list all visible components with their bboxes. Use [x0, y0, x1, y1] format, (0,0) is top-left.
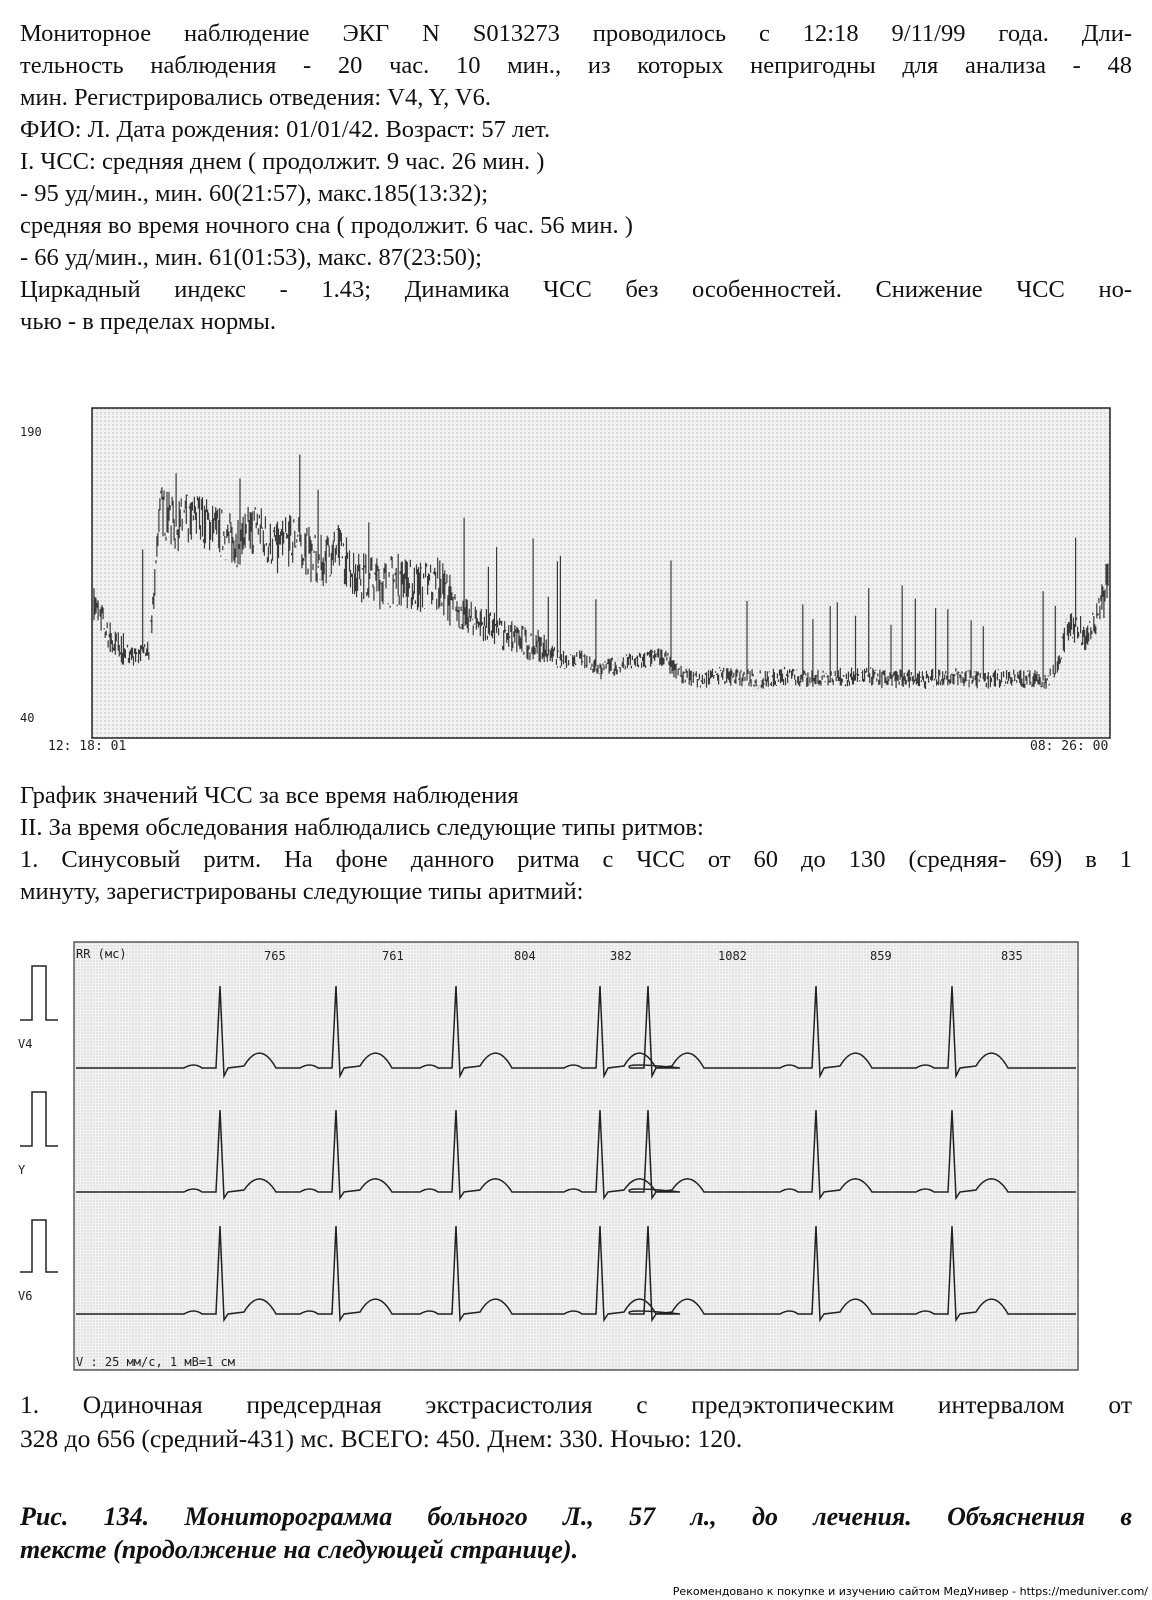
heart-rate-trend-chart — [0, 400, 1152, 760]
intro-line: средняя во время ночного сна ( продолжит. 6 час. 56 мин. ) — [20, 212, 633, 239]
intro-line: Циркадный индекс - 1.43; Динамика ЧСС без особенностей. Снижение ЧСС но- — [20, 276, 1132, 303]
lead-label-y: Y — [18, 1163, 26, 1177]
calibration-pulse — [20, 1220, 58, 1272]
rhythm-line: II. За время обследования наблюдались следующие типы ритмов: — [20, 814, 704, 841]
ecg-plot-area — [74, 942, 1078, 1370]
rr-value: 761 — [382, 949, 404, 963]
rr-value: 859 — [870, 949, 892, 963]
intro-line: мин. Регистрировались отведения: V4, Y, V6. — [20, 84, 491, 111]
note-line: 1. Одиночная предсердная экстрасистолия с предэктопическим интервалом от — [20, 1390, 1132, 1419]
rhythm-line: 1. Синусовый ритм. На фоне данного ритма с ЧСС от 60 до 130 (средняя- 69) в 1 — [20, 846, 1132, 873]
rr-value: 804 — [514, 949, 536, 963]
y-max-tick-label: 190 — [20, 425, 42, 439]
x-start-tick-label: 12: 18: 01 — [48, 739, 127, 754]
intro-line: - 66 уд/мин., мин. 61(01:53), макс. 87(23:50); — [20, 244, 482, 271]
calibration-pulses — [20, 966, 58, 1272]
trend-plot-area — [92, 408, 1110, 738]
rr-value: 382 — [610, 949, 632, 963]
ecg-strip — [0, 930, 1152, 1380]
rhythm-line: минуту, зарегистрированы следующие типы аритмий: — [20, 878, 584, 905]
rhythm-paragraph — [20, 812, 1132, 908]
trend-caption: График значений ЧСС за все время наблюдения — [20, 782, 519, 809]
rr-value: 1082 — [718, 949, 747, 963]
lead-label-v4: V4 — [18, 1037, 33, 1051]
figure-caption-line: тексте (продолжение на следующей странице). — [20, 1535, 579, 1564]
intro-line: ФИО: Л. Дата рождения: 01/01/42. Возраст: 57 лет. — [20, 116, 551, 143]
intro-line: тельность наблюдения - 20 час. 10 мин., из которых непригодны для анализа - 48 — [20, 52, 1132, 79]
site-credit: Рекомендовано к покупке и изучению сайтом МедУнивер - https://meduniver.com/ — [672, 1585, 1148, 1598]
intro-paragraph — [20, 18, 1132, 338]
figure-caption-line: Рис. 134. Мониторограмма больного Л., 57 л., до лечения. Объяснения в — [20, 1502, 1132, 1531]
calibration-pulse — [20, 1092, 58, 1146]
figure-caption — [20, 1500, 1132, 1566]
intro-line: I. ЧСС: средняя днем ( продолжит. 9 час. 26 мин. ) — [20, 148, 545, 175]
extrasystole-note — [20, 1388, 1132, 1456]
note-line: 328 до 656 (средний-431) мс. ВСЕГО: 450. Днем: 330. Ночью: 120. — [20, 1424, 743, 1453]
calibration-pulse — [20, 966, 58, 1020]
speed-label: V : 25 мм/с, 1 мВ=1 см — [76, 1355, 235, 1369]
intro-line: чью - в пределах нормы. — [20, 308, 276, 335]
rr-label: RR (мс) — [76, 947, 127, 961]
rr-value: 835 — [1001, 949, 1023, 963]
rr-value: 765 — [264, 949, 286, 963]
intro-line: - 95 уд/мин., мин. 60(21:57), макс.185(13:32); — [20, 180, 489, 207]
y-min-tick-label: 40 — [20, 711, 35, 725]
intro-line: Мониторное наблюдение ЭКГ N S013273 проводилось с 12:18 9/11/99 года. Дли- — [20, 20, 1132, 47]
x-end-tick-label: 08: 26: 00 — [1030, 739, 1109, 754]
lead-label-v6: V6 — [18, 1289, 33, 1303]
